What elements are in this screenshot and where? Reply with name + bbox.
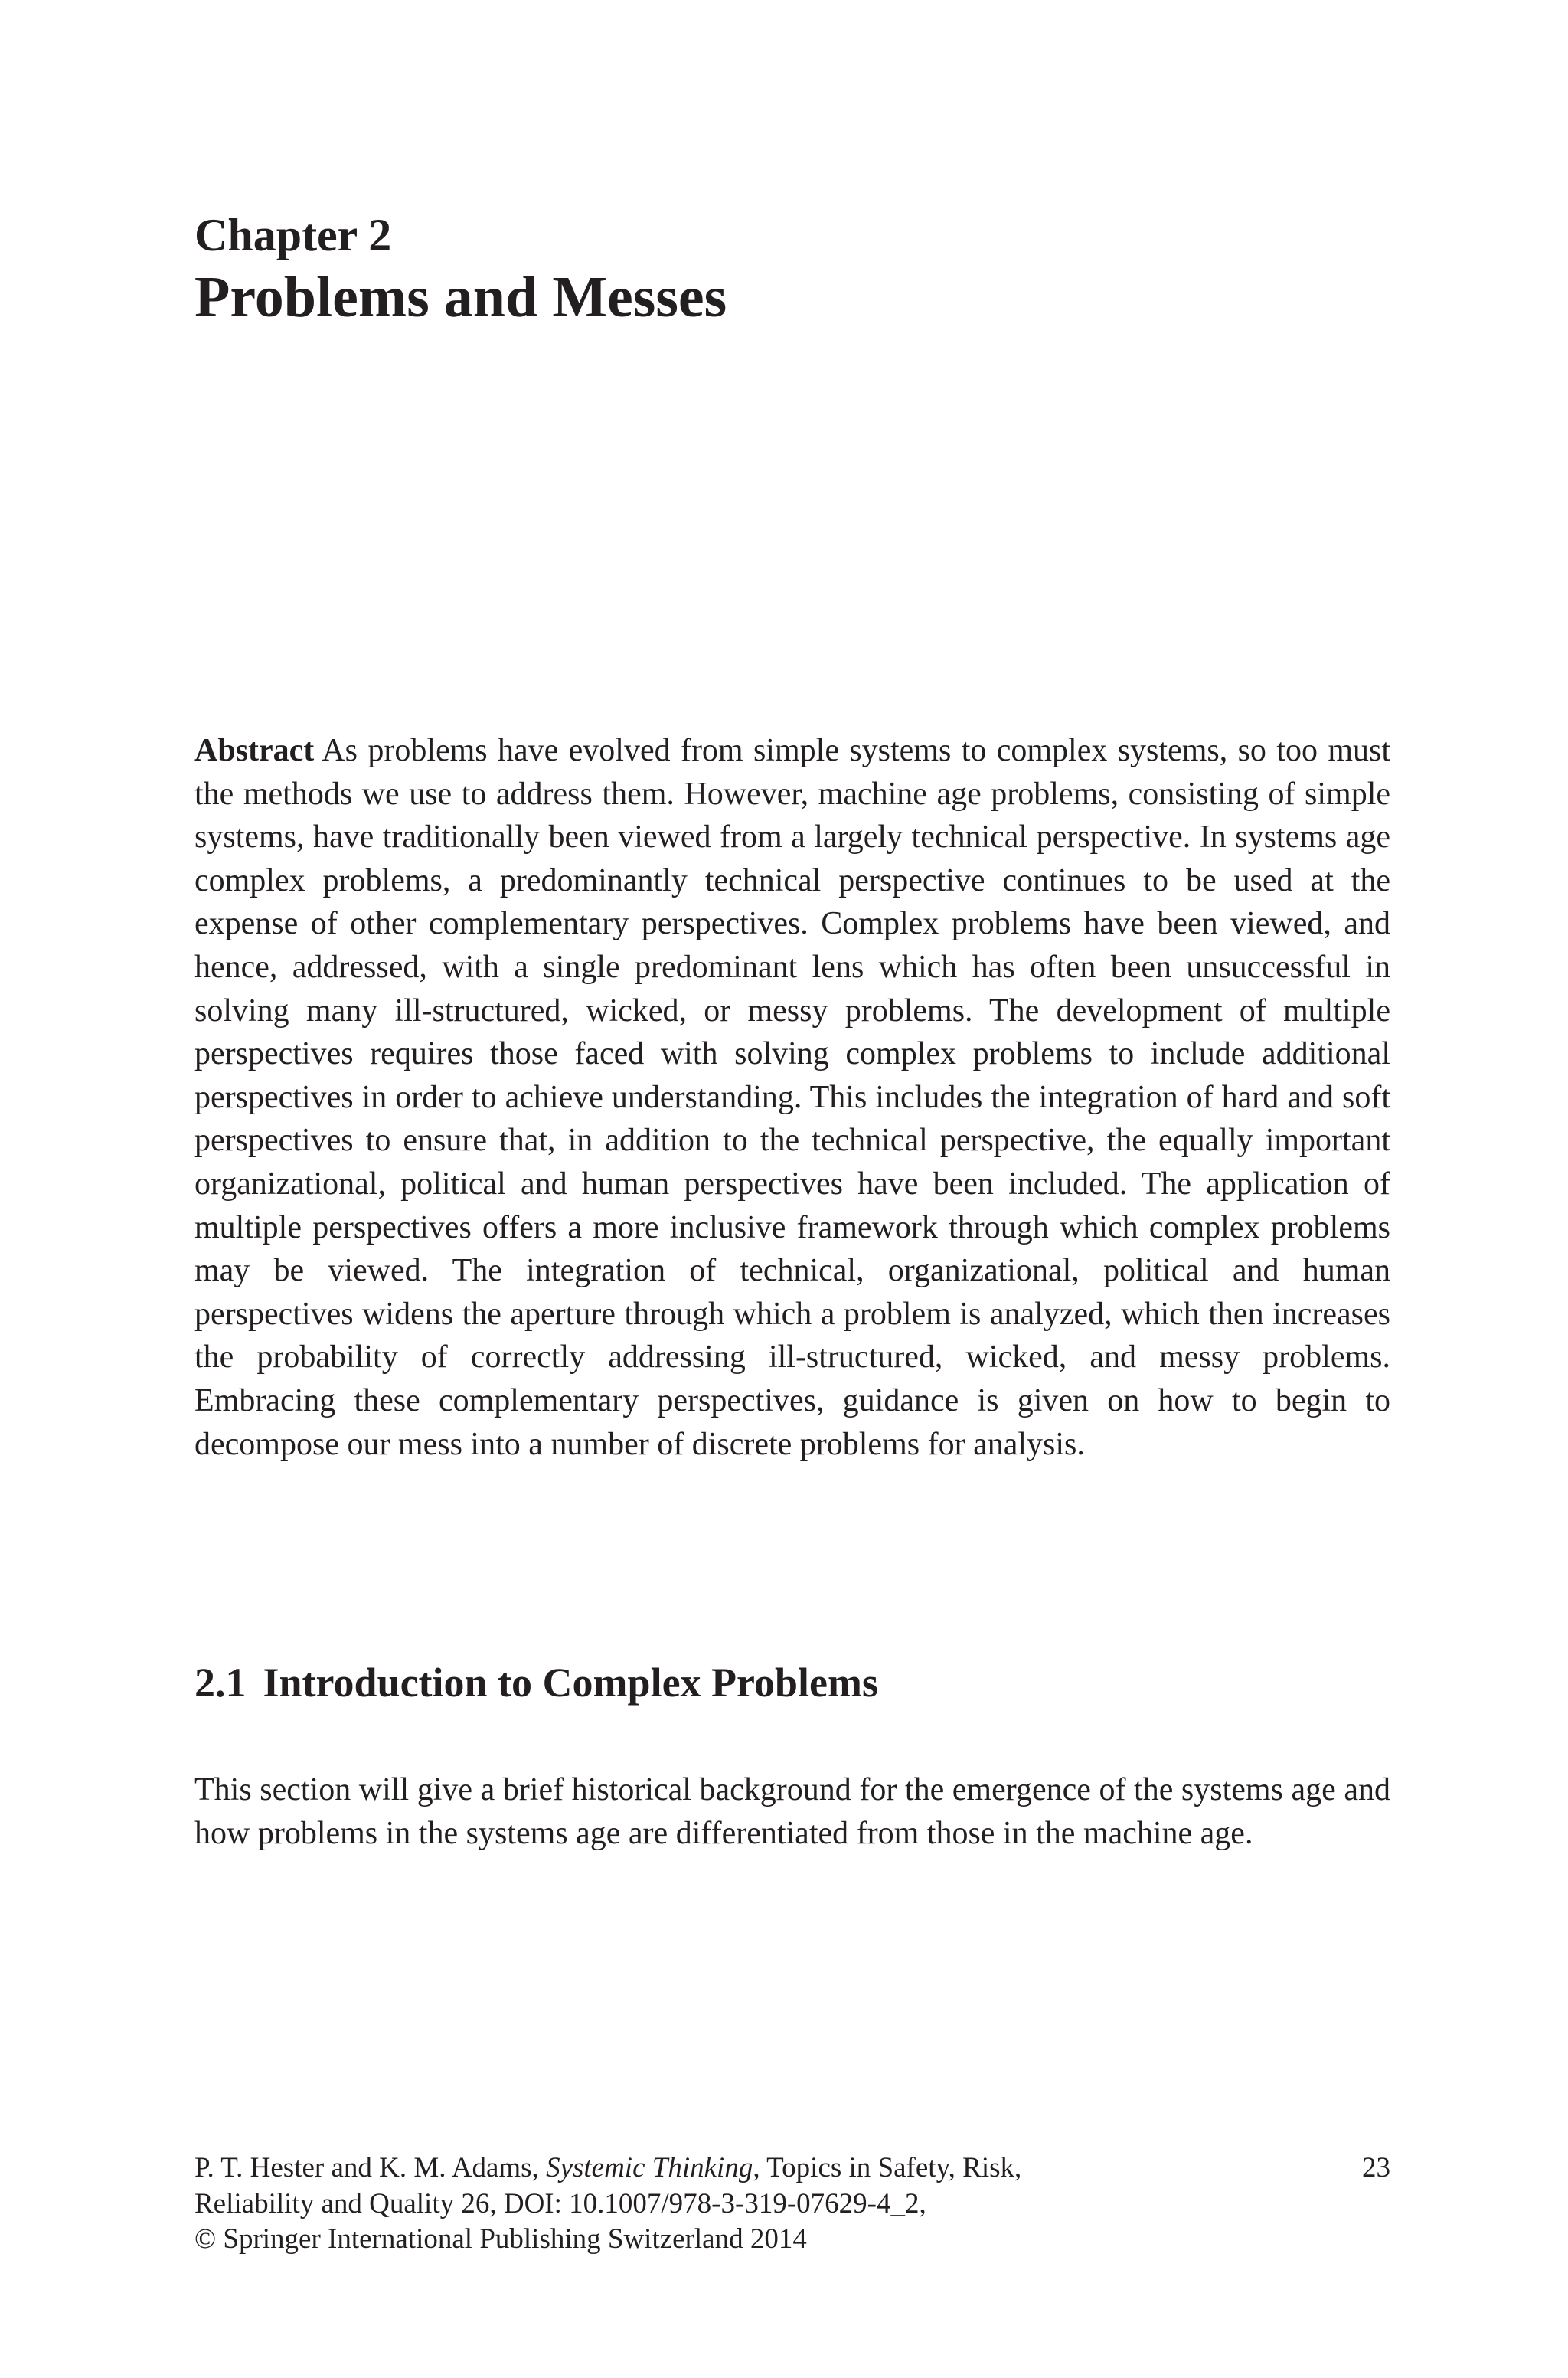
- page-number: 23: [1362, 2152, 1390, 2183]
- section-title: Introduction to Complex Problems: [263, 1660, 879, 1706]
- book-page: [194, 0, 1390, 2378]
- abstract-label: Abstract: [194, 733, 315, 768]
- citation-footer: [194, 2151, 1390, 2258]
- footer-authors: P. T. Hester and K. M. Adams,: [194, 2152, 547, 2183]
- footer-copyright: © Springer International Publishing Switzerland 2014: [194, 2223, 807, 2255]
- abstract-paragraph: [194, 729, 1390, 1466]
- footer-book-title: Systemic Thinking: [546, 2152, 753, 2183]
- section-number: 2.1: [194, 1660, 247, 1706]
- footer-line-2: Reliability and Quality 26, DOI: 10.1007/978-3-319-07629-4_2,: [194, 2187, 926, 2219]
- section-body: This section will give a brief historical background for the emergence of the systems age and how problems in the systems age are differentiated from those in the machine age.: [194, 1772, 1390, 1851]
- footer-series: , Topics in Safety, Risk,: [753, 2152, 1022, 2183]
- chapter-label: Chapter 2: [194, 210, 392, 260]
- section-heading: [194, 1656, 878, 1709]
- footer-line-1: [194, 2151, 1390, 2187]
- chapter-title: Problems and Messes: [194, 265, 727, 329]
- abstract-text: As problems have evolved from simple systems to complex systems, so too must the methods we use to address them. However, machine age problems, consisting of simple systems, have traditionally been viewed from a largely technical perspective. In systems age complex problems, a predominantly technical perspective continues to be used at the expense of other complementary perspectives. Complex problems have been viewed, and hence, addressed, with a single predominant lens which has often been unsuccessful in solving many ill-structured, wicked, or messy problems. The development of multiple perspectives requires those faced with solving complex problems to include additional perspectives in order to achieve understanding. This includes the integration of hard and soft perspectives to ensure that, in addition to the technical perspective, the equally important organizational, political and human perspectives have been included. The application of multiple perspectives offers a more inclusive framework through which complex problems may be viewed. The integration of technical, organizational, political and human perspectives widens the aperture through which a problem is analyzed, which then increases the probability of correctly addressing ill-structured, wicked, and messy problems. Embracing these complementary perspectives, guidance is given on how to begin to decompose our mess into a number of discrete problems for analysis.: [194, 733, 1390, 1462]
